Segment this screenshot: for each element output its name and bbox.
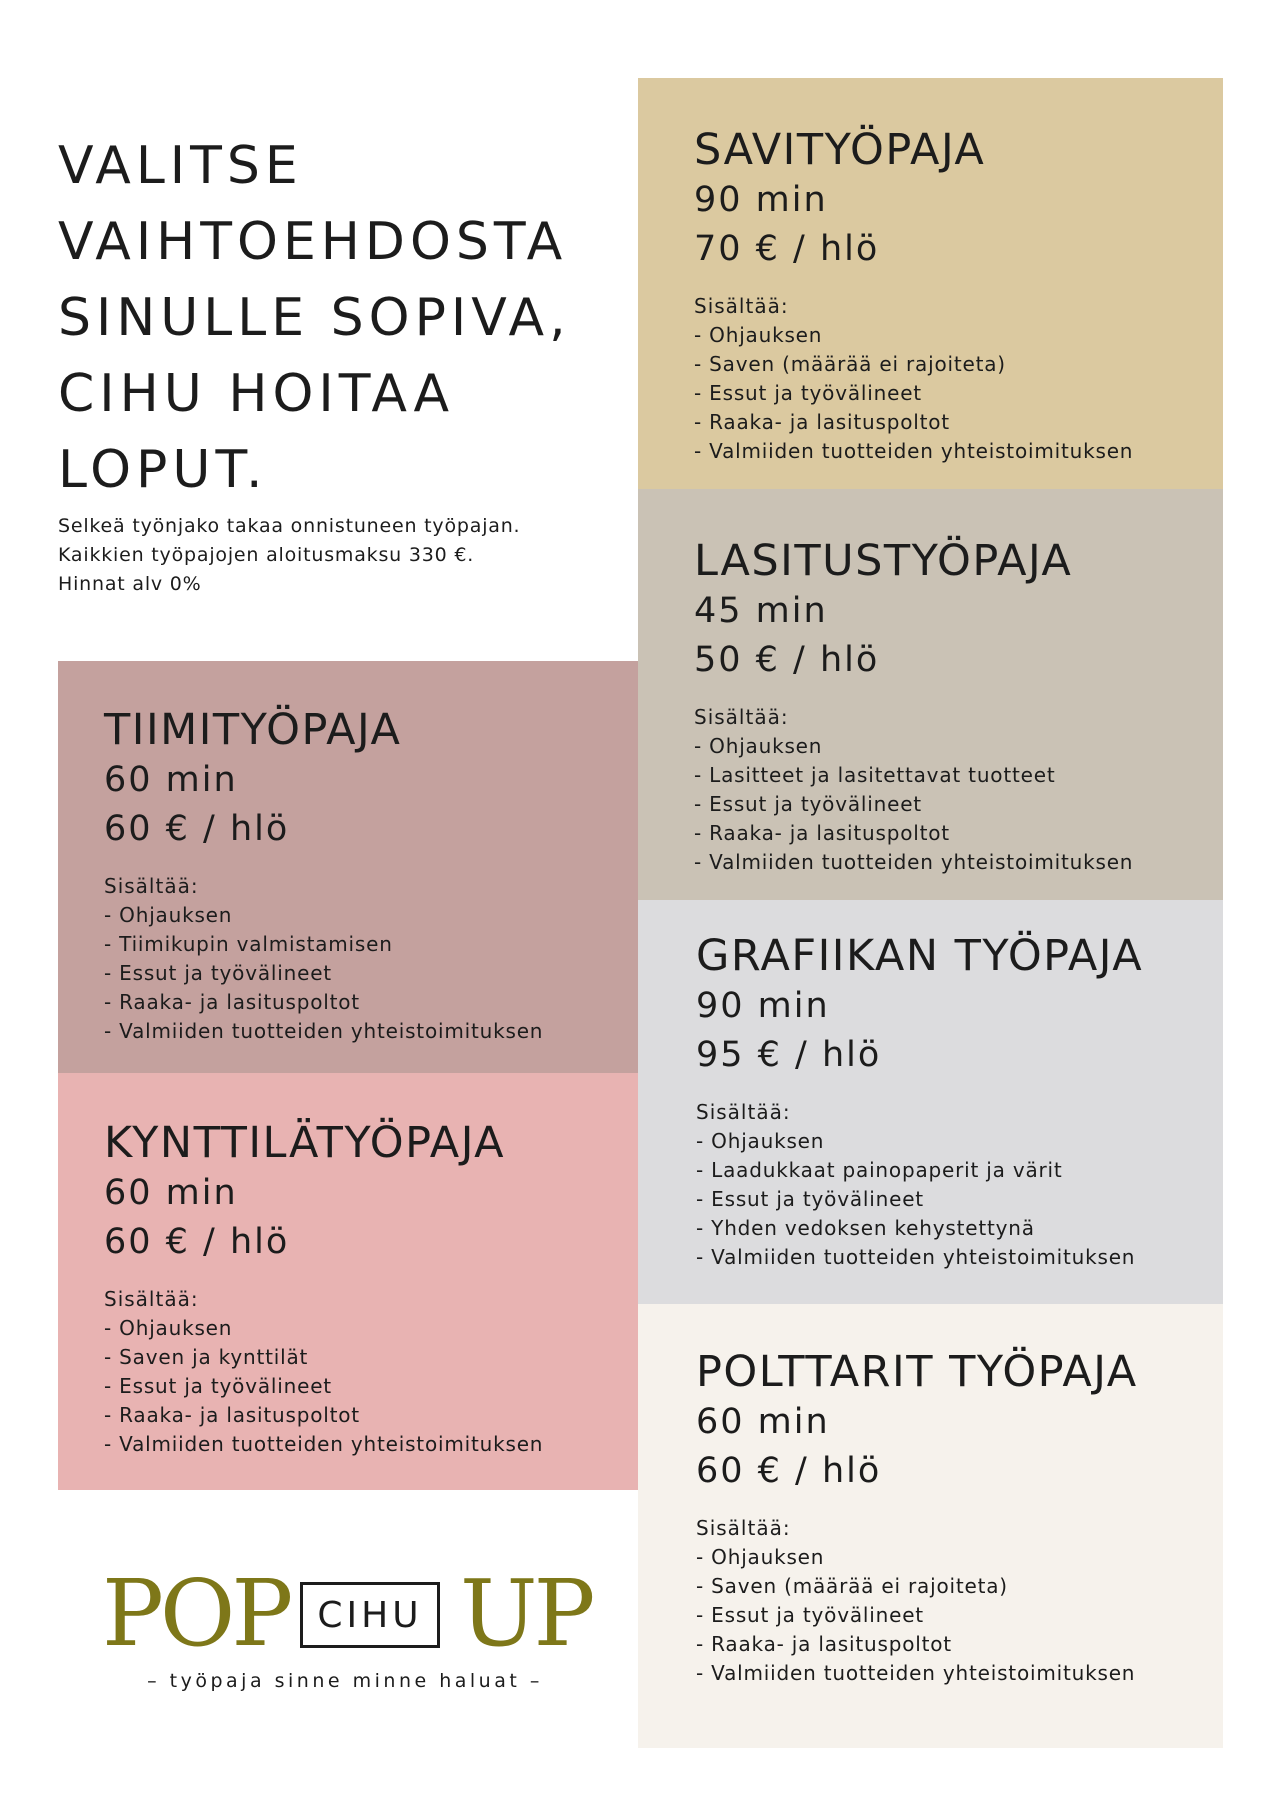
list-item: - Essut ja työvälineet (696, 1187, 924, 1211)
list-item: - Tiimikupin valmistamisen (104, 932, 393, 956)
card-duration: 45 min (694, 591, 828, 631)
card-lasitustyopaja (638, 489, 1223, 900)
includes-label: Sisältää: (104, 1287, 199, 1311)
card-duration: 60 min (104, 1173, 238, 1213)
card-price: 70 € / hlö (694, 229, 880, 269)
card-price: 60 € / hlö (104, 1222, 290, 1262)
card-title: POLTTARIT TYÖPAJA (696, 1347, 1138, 1397)
card-price: 50 € / hlö (694, 640, 880, 680)
card-price: 95 € / hlö (696, 1035, 882, 1075)
list-item: - Saven ja kynttilät (104, 1345, 309, 1369)
intro-line: Selkeä työnjako takaa onnistuneen työpajan. (58, 515, 521, 537)
includes-label: Sisältää: (694, 294, 789, 318)
card-title: SAVITYÖPAJA (694, 125, 986, 175)
includes-list (696, 1127, 1223, 1272)
card-duration: 90 min (696, 986, 830, 1026)
logo-tagline: – työpaja sinne minne haluat – (147, 1670, 543, 1692)
list-item: - Ohjauksen (104, 903, 233, 927)
list-item: - Raaka- ja lasituspoltot (694, 821, 950, 845)
list-item: - Raaka- ja lasituspoltot (694, 410, 950, 434)
includes-list (694, 732, 1223, 877)
intro-text (58, 512, 618, 599)
includes-list (696, 1543, 1223, 1688)
logo-word-pop: POP (102, 1560, 290, 1667)
headline (58, 128, 618, 508)
logo-word-up: UP (460, 1560, 592, 1667)
card-title: LASITUSTYÖPAJA (694, 536, 1073, 586)
card-kynttilatyopaja (58, 1073, 638, 1490)
includes-list (104, 1314, 638, 1459)
card-title: GRAFIIKAN TYÖPAJA (696, 931, 1144, 981)
list-item: - Valmiiden tuotteiden yhteistoimituksen (696, 1245, 1136, 1269)
list-item: - Essut ja työvälineet (104, 961, 332, 985)
headline-line: VAIHTOEHDOSTA (58, 212, 568, 272)
list-item: - Essut ja työvälineet (694, 381, 922, 405)
list-item: - Valmiiden tuotteiden yhteistoimituksen (694, 439, 1134, 463)
list-item: - Raaka- ja lasituspoltot (696, 1632, 952, 1656)
includes-label: Sisältää: (696, 1516, 791, 1540)
list-item: - Raaka- ja lasituspoltot (104, 990, 360, 1014)
list-item: - Raaka- ja lasituspoltot (104, 1403, 360, 1427)
list-item: - Valmiiden tuotteiden yhteistoimituksen (694, 850, 1134, 874)
includes-label: Sisältää: (104, 874, 199, 898)
card-tiimityopaja (58, 661, 638, 1073)
card-duration: 60 min (696, 1402, 830, 1442)
list-item: - Valmiiden tuotteiden yhteistoimituksen (696, 1661, 1136, 1685)
popup-logo (100, 1560, 592, 1698)
list-item: - Laadukkaat painopaperit ja värit (696, 1158, 1063, 1182)
logo-wordmark (100, 1560, 592, 1667)
card-title: TIIMITYÖPAJA (104, 705, 402, 755)
list-item: - Saven (määrää ei rajoiteta) (694, 352, 1006, 376)
intro-line: Kaikkien työpajojen aloitusmaksu 330 €. (58, 544, 475, 566)
list-item: - Essut ja työvälineet (694, 792, 922, 816)
list-item: - Essut ja työvälineet (696, 1603, 924, 1627)
card-grafiikan-tyopaja (638, 900, 1223, 1304)
list-item: - Essut ja työvälineet (104, 1374, 332, 1398)
list-item: - Valmiiden tuotteiden yhteistoimituksen (104, 1019, 544, 1043)
list-item: - Ohjauksen (694, 323, 823, 347)
list-item: - Yhden vedoksen kehystettynä (696, 1216, 1035, 1240)
headline-line: VALITSE (58, 136, 303, 196)
logo-cihu-box: CIHU (300, 1582, 440, 1648)
includes-list (694, 321, 1223, 466)
list-item: - Saven (määrää ei rajoiteta) (696, 1574, 1008, 1598)
list-item: - Ohjauksen (696, 1545, 825, 1569)
includes-list (104, 901, 638, 1046)
list-item: - Ohjauksen (694, 734, 823, 758)
card-savityopaja (638, 78, 1223, 489)
list-item: - Ohjauksen (104, 1316, 233, 1340)
card-price: 60 € / hlö (104, 809, 290, 849)
includes-label: Sisältää: (696, 1100, 791, 1124)
list-item: - Lasitteet ja lasitettavat tuotteet (694, 763, 1056, 787)
headline-line: SINULLE SOPIVA, (58, 288, 571, 348)
list-item: - Ohjauksen (696, 1129, 825, 1153)
card-price: 60 € / hlö (696, 1451, 882, 1491)
intro-line: Hinnat alv 0% (58, 573, 202, 595)
card-duration: 90 min (694, 180, 828, 220)
list-item: - Valmiiden tuotteiden yhteistoimituksen (104, 1432, 544, 1456)
includes-label: Sisältää: (694, 705, 789, 729)
headline-line: CIHU HOITAA (58, 364, 455, 424)
card-polttarit-tyopaja (638, 1304, 1223, 1748)
card-duration: 60 min (104, 760, 238, 800)
card-title: KYNTTILÄTYÖPAJA (104, 1118, 506, 1168)
headline-line: LOPUT. (58, 440, 268, 500)
